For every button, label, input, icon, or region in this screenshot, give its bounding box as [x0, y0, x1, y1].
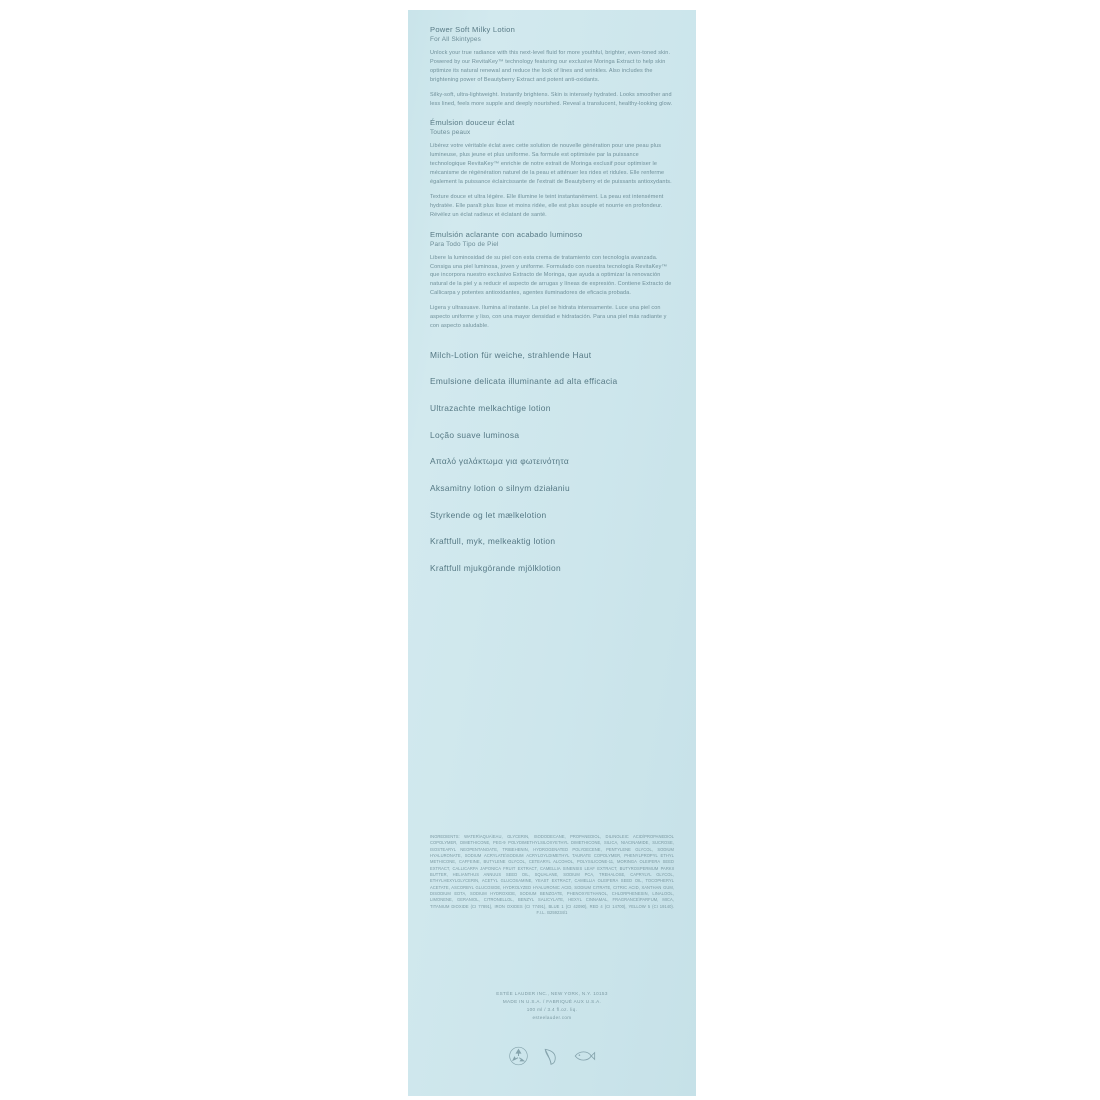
- legal-line-4: esteelauder.com: [532, 1015, 572, 1021]
- legal-line-2: MADE IN U.S.A. / FABRIQUÉ AUX U.S.A.: [502, 999, 602, 1005]
- recycle-icon: [509, 1046, 529, 1071]
- translated-name: Loção suave luminosa: [430, 429, 520, 440]
- translated-name: Απαλό γαλάκτωμα για φωτεινότητα: [430, 456, 569, 467]
- language-block-french: [430, 117, 674, 219]
- ingredients-list: INGREDIENTS: WATER\AQUA\EAU, GLYCERIN, ISODODECANE, PROPANEDIOL, DILINOLEIC ACID\PROPANEDIOL COPOLYMER, DIMETHICONE, PEG-9 POLYDIMETHYLSILOXYETHYL DIMETHICONE, SILICA, NIACINAMIDE, SUCROSE, ISOSTEARYL NEOPENTANOATE, TRIBEHENIN, HYDROGENATED POLYDECENE, PENTYLENE GLYCOL, SODIUM HYALURONATE, SODIUM ACRYLATE\SODIUM ACRYLOYLDIMETHYL TAURATE COPOLYMER, PHENYLPROPYL ETHYL METHICONE, CAFFEINE, BUTYLENE GLYCOL, CETEARYL ALCOHOL, POLYSILICONE-11, MORINGA OLEIFERA SEED EXTRACT, CALLICARPA JAPONICA FRUIT EXTRACT, CAMELLIA SINENSIS LEAF EXTRACT, BUTYROSPERMUM PARKII BUTTER, HELIANTHUS ANNUUS SEED OIL, SQUALANE, SODIUM PCA, TREHALOSE, CAPRYLYL GLYCOL, ETHYLHEXYLGLYCERIN, ACETYL GLUCOSAMINE, YEAST EXTRACT, CAMELLIA OLEIFERA SEED OIL, TOCOPHERYL ACETATE, ASCORBYL GLUCOSIDE, HYDROLYZED HYALURONIC ACID, SODIUM CITRATE, CITRIC ACID, XANTHAN GUM, DISODIUM EDTA, SODIUM HYDROXIDE, SODIUM BENZOATE, PHENOXYETHANOL, CHLORPHENESIN, LINALOOL, LIMONENE, GERANIOL, CITRONELLOL, BENZYL SALICYLATE, HEXYL CINNAMAL, FRAGRANCE\PARFUM, MICA, TITANIUM DIOXIDE (CI 77891), IRON OXIDES (CI 77491), BLUE 1 (CI 42090), RED 4 (CI 14700), YELLOW 5 (CI 19140). F.I.L. B259234/1: [430, 834, 674, 916]
- spanish-title: Emulsión aclarante con acabado luminoso: [430, 229, 583, 239]
- french-paragraph-2: Texture douce et ultra légère. Elle illumine le teint instantanément. La peau est intensément hydratée. Elle paraît plus lisse et moins ridée, elle est plus souple et nourrie en profondeur. Révélez un éclat radieux et éclatant de santé.: [430, 193, 664, 218]
- legal-line-1: ESTÉE LAUDER INC., NEW YORK, N.Y. 10153: [496, 991, 608, 996]
- english-paragraph-2: Silky-soft, ultra-lightweight. Instantly brightens. Skin is intensely hydrated. Looks smoother and less lined, feels more supple and deeply nourished. Reveal a translucent, healthy-looking glow.: [430, 91, 673, 107]
- translated-name: Emulsione delicata illuminante ad alta efficacia: [430, 376, 618, 387]
- product-carton-panel: [408, 10, 696, 1096]
- language-block-english: [430, 24, 674, 108]
- translated-name: Aksamitny lotion o silnym działaniu: [430, 482, 570, 493]
- translated-name: Kraftfull, myk, melkeaktig lotion: [430, 536, 556, 547]
- product-subtitle: For All Skintypes: [430, 36, 481, 43]
- translated-name: Milch-Lotion für weiche, strahlende Haut: [430, 349, 592, 360]
- french-paragraph-1: Libérez votre véritable éclat avec cette solution de nouvelle génération pour une peau plus lumineuse, plus jeune et plus uniforme. Sa formule est optimisée par la puissance technologique RevitaKey™ enrichie de notre extrait de Moringa exclusif pour optimiser le mécanisme de régénération naturel de la peau et atténuer les rides et ridules. Elle renferme également la puissance éclaircissante de l'extrait de Beautyberry et de puissants antioxydants.: [430, 143, 672, 185]
- legal-line-3: 100 ml / 3.4 fl.oz. liq.: [526, 1007, 578, 1013]
- french-title: Émulsion douceur éclat: [430, 118, 515, 128]
- fish-icon: [574, 1048, 596, 1071]
- spanish-paragraph-2: Ligera y ultrasuave. Ilumina al instante. La piel se hidrata intensamente. Luce una piel con aspecto uniforme y liso, con una mayor densidad e hidratación. Para una piel más radiante y con aspecto saludable.: [430, 305, 667, 329]
- translated-name: Styrkende og let mælkelotion: [430, 509, 547, 520]
- translated-name: Kraftfull mjukgörande mjölklotion: [430, 562, 561, 573]
- translated-name: Ultrazachte melkachtige lotion: [430, 403, 551, 414]
- spanish-paragraph-1: Libere la luminosidad de su piel con esta crema de tratamiento con tecnología avanzada. Consiga una piel luminosa, joven y uniforme. Formulado con nuestra tecnología RevitaKey™ que incorpora nuestro exclusivo Extracto de Moringa, que ayuda a optimizar la renovación natural de la piel y a reducir el aspecto de arrugas y líneas de expresión. Contiene Extracto de Callicarpa y potentes antioxidantes, agentes iluminadores de eficacia probada.: [430, 254, 672, 297]
- translated-names-list: [430, 349, 674, 574]
- carton-content: [430, 24, 674, 1096]
- symbol-row: [509, 1046, 596, 1071]
- language-block-spanish: [430, 229, 674, 331]
- spanish-subtitle: Para Todo Tipo de Piel: [430, 240, 499, 248]
- product-title: Power Soft Milky Lotion: [430, 25, 516, 34]
- english-paragraph-1: Unlock your true radiance with this next-level fluid for more youthful, brighter, even-toned skin. Powered by our RevitaKey™ technology featuring our exclusive Moringa Extract to help skin optimize its natural renewal and reduce the look of lines and wrinkles. Also includes the brightening power of Beautyberry Extract and potent anti-oxidants.: [430, 49, 671, 83]
- leaf-icon: [543, 1046, 560, 1071]
- legal-block: [430, 990, 674, 1022]
- french-subtitle: Toutes peaux: [430, 129, 471, 137]
